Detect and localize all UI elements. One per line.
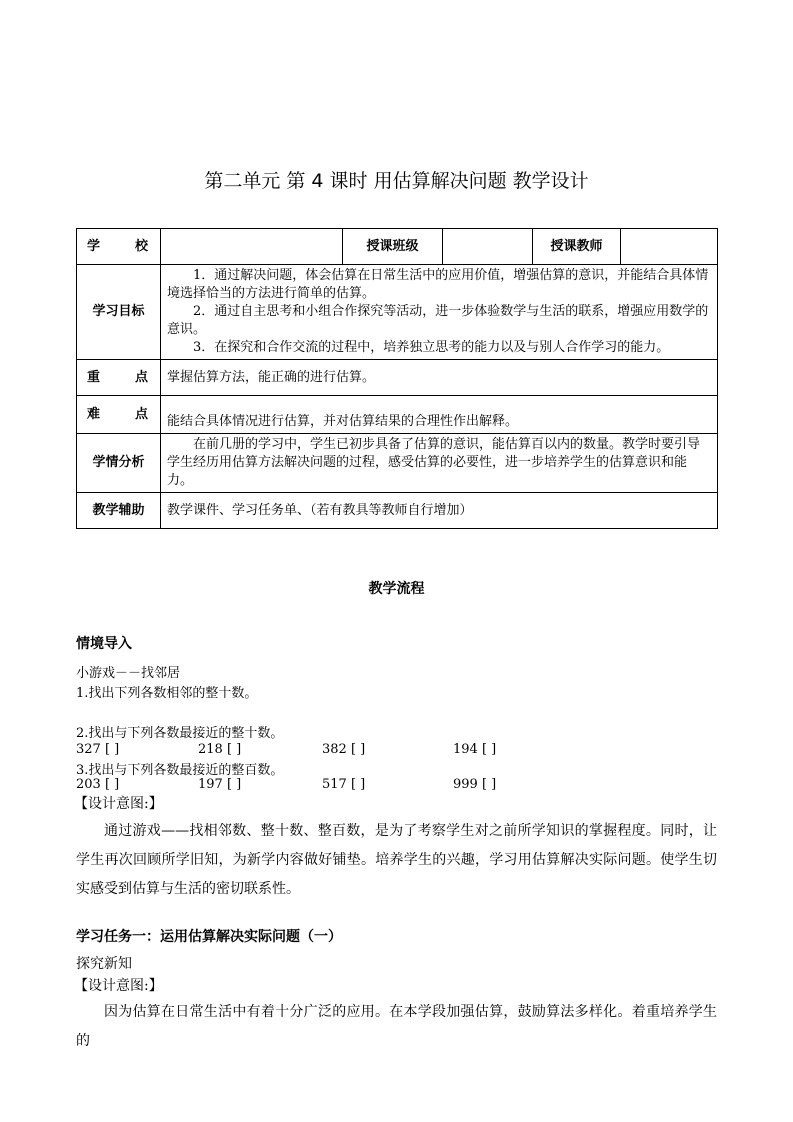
game-title: 小游戏－－找邻居 [76, 666, 181, 681]
class-label: 授课班级 [343, 229, 443, 265]
answer-blank: 203 [ ] [76, 777, 120, 792]
section-heading: 学习任务一：运用估算解决实际问题（一） [76, 929, 342, 945]
answer-blank: 194 [ ] [453, 742, 497, 757]
difficult-point-label: 难点 [77, 396, 161, 434]
question-1: 1.找出下列各数相邻的整十数。 [76, 686, 258, 701]
aids-label: 教学辅助 [77, 493, 161, 529]
key-point-label: 重点 [77, 360, 161, 396]
goals-cell [161, 265, 718, 360]
document-title: 第二单元 第 4 课时 用估算解决问题 教学设计 [204, 170, 589, 192]
goals-label: 学习目标 [77, 265, 161, 360]
teacher-value [621, 229, 718, 265]
design-intent-text: 通过游戏——找相邻数、整十数、整百数，是为了考察学生对之前所学知识的掌握程度。同时，让学生再次回顾所学旧知，为新学内容做好铺垫。培养学生的兴趣，学习用估算解决实际问题。使学生切实感受到估算与生活的密切联系性。 [76, 823, 717, 897]
answer-blank: 999 [ ] [453, 777, 497, 792]
table-row [77, 396, 718, 434]
answer-blank: 382 [ ] [322, 742, 366, 757]
analysis-text: 在前几册的学习中，学生已初步具备了估算的意识，能估算百以内的数量。教学时要引导学生经历用估算方法解决问题的过程，感受估算的必要性，进一步培养学生的估算意识和能力。 [167, 437, 701, 488]
answer-blank: 517 [ ] [322, 777, 366, 792]
table-row [77, 434, 718, 493]
table-row [77, 265, 718, 360]
analysis-label: 学情分析 [77, 434, 161, 493]
table-row [77, 360, 718, 396]
flow-heading: 教学流程 [368, 581, 425, 597]
question-3: 3.找出与下列各数最接近的整百数。 [76, 763, 284, 778]
difficult-point-text: 能结合具体情况进行估算，并对估算结果的合理性作出解释。 [161, 396, 718, 434]
answer-blank: 218 [ ] [198, 742, 242, 757]
goal-item: 2．通过自主思考和小组合作探究等活动，进一步体验数学与生活的联系，增强应用数学的意识。 [167, 304, 709, 337]
goal-item: 3．在探究和合作交流的过程中，培养独立思考的能力以及与别人合作学习的能力。 [193, 340, 670, 355]
analysis-cell [161, 434, 718, 493]
section-heading: 情境导入 [76, 636, 132, 652]
design-intent-text: 因为估算在日常生活中有着十分广泛的应用。在本学段加强估算，鼓励算法多样化。着重培养学生的 [76, 1004, 717, 1049]
table-row [77, 229, 718, 265]
class-value [443, 229, 533, 265]
teacher-label: 授课教师 [533, 229, 621, 265]
table-row [77, 493, 718, 529]
school-value [161, 229, 343, 265]
design-intent-label: 【设计意图:】 [74, 796, 163, 812]
lesson-info-table [76, 228, 718, 529]
design-intent-label: 【设计意图:】 [74, 978, 163, 994]
question-2: 2.找出与下列各数最接近的整十数。 [76, 726, 284, 741]
answer-blank: 197 [ ] [198, 777, 242, 792]
goal-item: 1．通过解决问题，体会估算在日常生活中的应用价值，增强估算的意识，并能结合具体情境选择恰当的方法进行简单的估算。 [167, 268, 709, 301]
answer-blank: 327 [ ] [76, 742, 120, 757]
key-point-text: 掌握估算方法，能正确的进行估算。 [161, 360, 718, 396]
aids-text: 教学课件、学习任务单、（若有教具等教师自行增加） [161, 493, 718, 529]
subheading: 探究新知 [76, 956, 132, 972]
school-label: 学校 [77, 229, 161, 265]
